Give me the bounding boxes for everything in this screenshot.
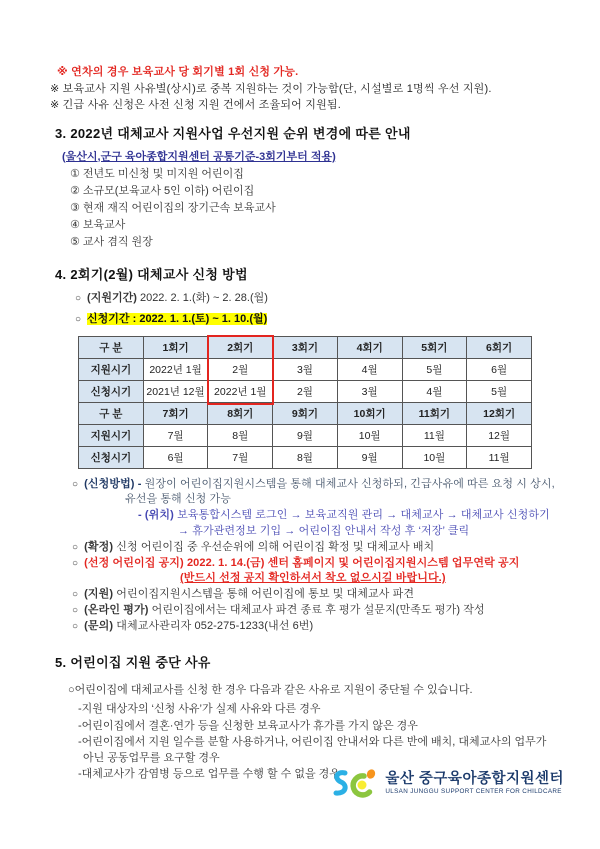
notice-line [72, 556, 562, 572]
section3-subtitle: (울산시,군구 육아종합지원센터 공통기준-3회기부터 적용) [62, 150, 336, 163]
priority-item-3: ③ 현재 재직 어린이집의 장기근속 보육교사 [70, 201, 276, 214]
cell: 9월 [337, 446, 402, 468]
cell: 11월 [402, 424, 467, 446]
header-round9: 9회기 [273, 402, 338, 424]
row-label-support-time: 지원시기 [79, 424, 144, 446]
support-period-value: 2022. 2. 1.(화) ~ 2. 28.(월) [139, 291, 268, 304]
cell: 5월 [402, 358, 467, 380]
header-round3: 3회기 [273, 336, 338, 358]
confirm-label: (확정) [84, 540, 114, 553]
cell: 8월 [208, 424, 273, 446]
contact-label: (문의) [84, 619, 114, 632]
cell: 12월 [467, 424, 532, 446]
method-label: (신청방법) - [84, 477, 142, 490]
priority-item-5: ⑤ 교사 겸직 원장 [70, 236, 153, 249]
cell: 2021년 12월 [143, 380, 208, 402]
contact-line [72, 619, 562, 635]
cell: 4월 [337, 358, 402, 380]
cell: 8월 [273, 446, 338, 468]
org-footer [331, 767, 564, 801]
support-text: 어린이집지원시스템을 통해 어린이집에 통보 및 대체교사 파견 [116, 588, 415, 601]
cell: 2월 [273, 380, 338, 402]
circle-bullet-icon: ○ [72, 541, 79, 553]
cell: 7월 [143, 424, 208, 446]
row-label-support-time: 지원시기 [79, 358, 144, 380]
note-urgent-reason: ※ 긴급 사유 신청은 사전 신청 지원 건에서 조율되어 지원됨. [50, 99, 341, 111]
method-text-cont: 유선을 통해 신청 가능 [125, 493, 232, 506]
header-gubun: 구 분 [79, 402, 144, 424]
apply-period-highlight: 신청기간 : 2022. 1. 1.(토) ~ 1. 10.(월) [87, 312, 268, 325]
cell: 2022년 1월 [143, 358, 208, 380]
table-row [79, 402, 532, 424]
support-label: (지원) [84, 588, 114, 601]
circle-bullet-icon: ○ [72, 557, 79, 569]
header-round11: 11회기 [402, 402, 467, 424]
table-row [79, 380, 532, 402]
header-round5: 5회기 [402, 336, 467, 358]
eval-text: 어린이집에서는 대체교사 파견 종료 후 평가 설문지(만족도 평가) 작성 [151, 603, 485, 616]
location-line [138, 508, 562, 524]
header-round2: 2회기 [208, 336, 273, 358]
location-text: 보육통합시스템 로그인 → 보육교직원 관리 → 대체교사 → 대체교사 신청하기 [177, 509, 550, 522]
cell: 5월 [467, 380, 532, 402]
header-round7: 7회기 [143, 402, 208, 424]
cell: 6월 [143, 446, 208, 468]
section5-title: 5. 어린이집 지원 중단 사유 [55, 655, 211, 671]
circle-bullet-icon: ○ [72, 604, 79, 616]
org-name-korean: 울산 중구육아종합지원센터 [385, 771, 564, 787]
org-name-english: ULSAN JUNGGU SUPPORT CENTER FOR CHILDCARE [385, 788, 562, 795]
cell: 2022년 1월 [208, 380, 273, 402]
cell: 3월 [273, 358, 338, 380]
priority-item-2: ② 소규모(보육교사 5인 이하) 어린이집 [70, 184, 255, 197]
location-label: - (위치) [138, 509, 174, 522]
stop-reason-4: -대체교사가 감염병 등으로 업무를 수행 할 수 없을 경우 [78, 768, 340, 781]
note-annual-leave: ※ 연차의 경우 보육교사 당 회기별 1회 신청 가능. [57, 66, 299, 78]
confirm-line [72, 540, 562, 556]
row-label-apply-time: 신청시기 [79, 446, 144, 468]
notice-label: (선정 어린이집 공지) [84, 556, 184, 569]
row-label-apply-time: 신청시기 [79, 380, 144, 402]
note-duplicate-support: ※ 보육교사 지원 사유별(상시)로 중복 지원하는 것이 가능함(단, 시설별로 1명씩 우선 지원). [50, 82, 492, 95]
circle-bullet-icon: ○ [72, 478, 79, 490]
cell: 9월 [273, 424, 338, 446]
circle-bullet-icon: ○ [72, 589, 79, 601]
support-line [72, 587, 562, 603]
section4-title: 4. 2회기(2월) 대체교사 신청 방법 [55, 266, 248, 282]
contact-text: 대체교사관리자 052-275-1233(내선 6번) [116, 619, 314, 632]
circle-bullet-icon: ○ [72, 620, 79, 632]
header-round12: 12회기 [467, 402, 532, 424]
cell: 10월 [337, 424, 402, 446]
header-round10: 10회기 [337, 402, 402, 424]
confirm-text: 신청 어린이집 중 우선순위에 의해 어린이집 확정 및 대체교사 배치 [116, 540, 435, 553]
section3-title: 3. 2022년 대체교사 지원사업 우선지원 순위 변경에 따른 안내 [55, 125, 411, 141]
table-row [79, 358, 532, 380]
priority-item-4: ④ 보육교사 [70, 219, 126, 232]
eval-label: (온라인 평가) [84, 603, 149, 616]
notice-warning: (반드시 선정 공지 확인하셔서 착오 없으시길 바랍니다.) [180, 572, 446, 585]
cell: 7월 [208, 446, 273, 468]
section5-intro: ○어린이집에 대체교사를 신청 한 경우 다음과 같은 사유로 지원이 중단될 수 있습니다. [68, 684, 473, 697]
header-gubun: 구 분 [79, 336, 144, 358]
table-row [79, 446, 532, 468]
cell: 11월 [467, 446, 532, 468]
method-text: 원장이 어린이집지원시스템을 통해 대체교사 신청하되, 긴급사유에 따른 요청 시 상시, [144, 477, 555, 490]
stop-reason-2: -어린이집에서 결혼·연가 등을 신청한 보육교사가 휴가를 가지 않은 경우 [78, 719, 418, 732]
support-period-label: (지원기간) [87, 291, 137, 304]
header-round1: 1회기 [143, 336, 208, 358]
header-round8: 8회기 [208, 402, 273, 424]
eval-line [72, 603, 562, 619]
location-text-cont: → 휴가관련정보 기입 → 어린이집 안내서 작성 후 ‘저장’ 클릭 [178, 524, 470, 537]
header-round6: 6회기 [467, 336, 532, 358]
cell: 10월 [402, 446, 467, 468]
table-row [79, 336, 532, 358]
notice-text: 2022. 1. 14.(금) 센터 홈페이지 및 어린이집지원시스템 업무연락 공지 [186, 556, 520, 569]
header-round4: 4회기 [337, 336, 402, 358]
priority-item-1: ① 전년도 미신청 및 미지원 어린이집 [70, 167, 244, 180]
method-line [72, 477, 562, 493]
apply-period-line [75, 309, 562, 330]
stop-reason-1: -지원 대상자의 ‘신청 사유’가 실제 사유와 다른 경우 [78, 703, 321, 716]
cell: 2월 [208, 358, 273, 380]
schedule-table [78, 336, 532, 469]
center-logo-icon [331, 767, 377, 801]
stop-reason-3: -어린이집에서 지원 일수를 분할 사용하거나, 어린이집 안내서와 다른 반에 배치, 대체교사의 업무가 아닌 공동업무를 요구할 경우 [78, 735, 547, 765]
cell: 4월 [402, 380, 467, 402]
circle-bullet-icon: ○ [75, 292, 82, 304]
cell: 6월 [467, 358, 532, 380]
table-row [79, 424, 532, 446]
cell: 3월 [337, 380, 402, 402]
support-period-line [75, 288, 562, 309]
circle-bullet-icon: ○ [75, 313, 82, 325]
